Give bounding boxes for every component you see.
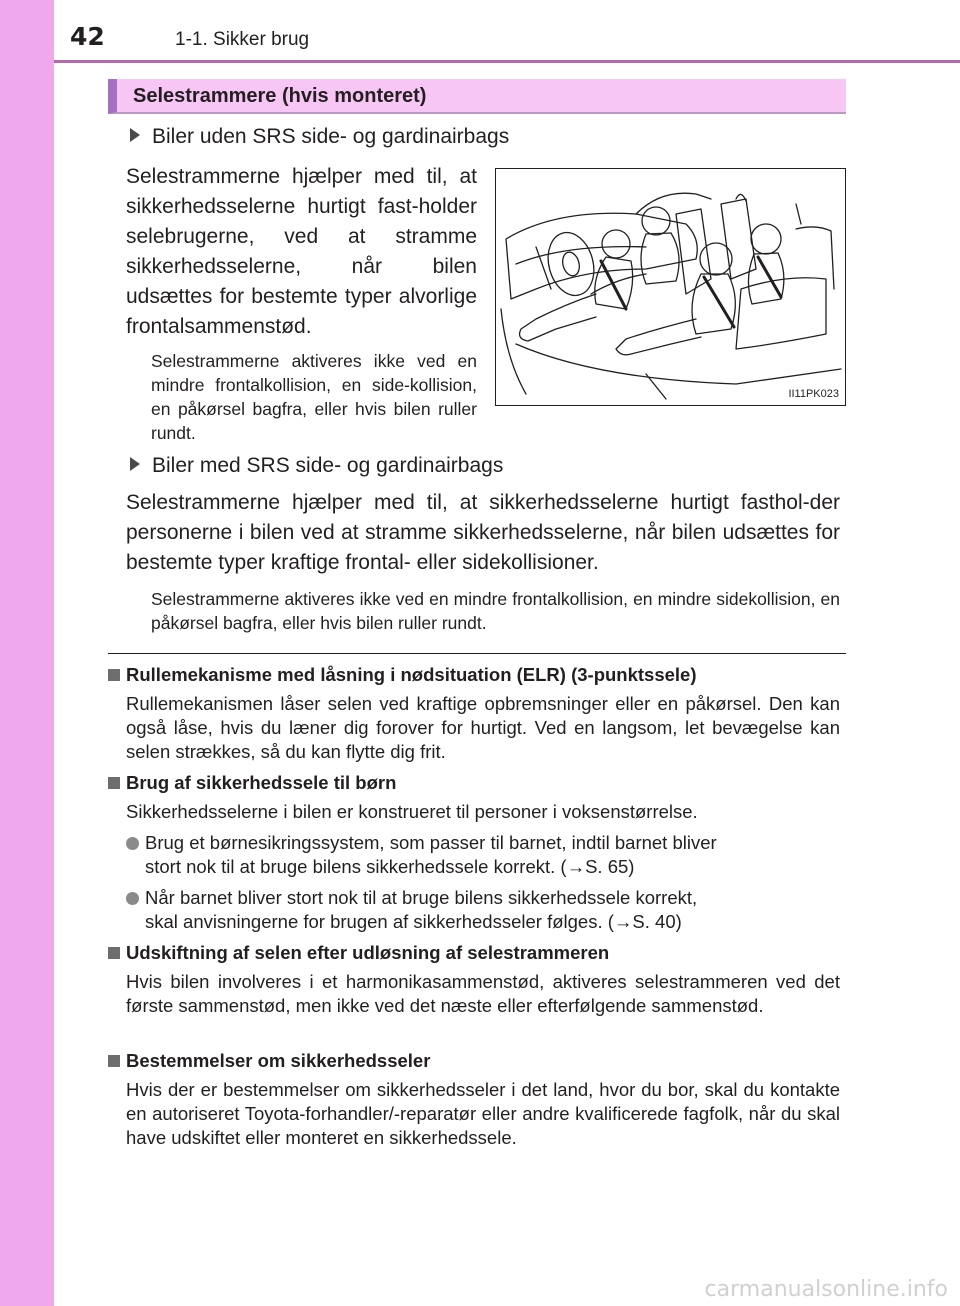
- section-title-box: [108, 79, 846, 114]
- square-bullet-icon: [108, 1055, 120, 1067]
- note-regulations-text: Hvis der er bestemmelser om sikkerhedsseler i det land, hvor du bor, skal du kontakte en autoriseret Toyota-forhandler/-reparatør eller andre kvalificerede fagfolk, når du skal have udskiftet eller monteret en sikkerhedssele.: [126, 1079, 840, 1148]
- watermark: carmanualsonline.info: [704, 1277, 948, 1302]
- header-rule: [54, 60, 960, 63]
- note-replacement-text: Hvis bilen involveres i et harmonikasammenstød, aktiveres selestrammeren ved det første sammenstød, men ikke ved det næste eller efterfølgende sammenstød.: [126, 971, 840, 1016]
- page-number: 42: [70, 22, 105, 51]
- note-regulations-title: Bestemmelser om sikkerhedsseler: [108, 1050, 430, 1072]
- section-title: Selestrammere (hvis monteret): [133, 85, 427, 107]
- arrow-icon: →: [566, 856, 586, 877]
- block1-body: Selestrammerne hjælper med til, at sikkerhedsselerne hurtigt fast-holder selebrugerne, ved at stramme sikkerhedsselerne, når bilen udsættes for bestemte typer alvorlige frontalsammenstød.: [126, 165, 477, 338]
- square-bullet-icon: [108, 947, 120, 959]
- triangle-bullet-icon: [130, 128, 140, 142]
- block2-body: Selestrammerne hjælper med til, at sikkerhedsselerne hurtigt fasthol-der personerne i bilen ved at stramme sikkerhedsselerne, når bilen udsættes for bestemte typer kraftige frontal- eller sidekollisioner.: [126, 491, 840, 574]
- note-elr-text: Rullemekanismen låser selen ved kraftige opbremsninger eller en påkørsel. Den kan også låse, hvis du læner dig forover for hurtigt. Ved en langsom, let bevægelse kan selen strækkes, så du kan flytte dig frit.: [126, 693, 840, 762]
- section-divider: [108, 653, 846, 654]
- page-reference-link[interactable]: S. 40): [632, 911, 682, 932]
- page-reference-link[interactable]: S. 65): [585, 856, 635, 877]
- page-sidebar-tab: [0, 0, 54, 1306]
- block2-heading: Biler med SRS side- og gardinairbags: [130, 454, 503, 478]
- note-children-text: Sikkerhedsselerne i bilen er konstrueret til personer i voksenstørrelse.: [126, 801, 698, 822]
- car-interior-illustration: [496, 169, 845, 405]
- arrow-icon: →: [613, 911, 633, 932]
- note-children-title: Brug af sikkerhedssele til børn: [108, 772, 396, 794]
- figure-code: II11PK023: [788, 388, 839, 400]
- chapter-title: 1-1. Sikker brug: [175, 29, 310, 50]
- triangle-bullet-icon: [130, 457, 140, 471]
- note-replacement-title: Udskiftning af selen efter udløsning af selestrammeren: [108, 942, 609, 964]
- children-bullet-1: Brug et børnesikringssystem, som passer til barnet, indtil barnet bliver stort nok til at bruge bilens sikkerhedssele korrekt. (→S. 65): [126, 831, 840, 879]
- children-bullet-2: Når barnet bliver stort nok til at bruge bilens sikkerhedssele korrekt, skal anvisningerne for brugen af sikkerhedsseler følges. (→S. 40): [126, 886, 840, 934]
- note-elr-title: Rullemekanisme med låsning i nødsituation (ELR) (3-punktssele): [108, 664, 697, 686]
- seat-belt-pretensioner-illustration: [495, 168, 846, 406]
- square-bullet-icon: [108, 777, 120, 789]
- block1-heading: Biler uden SRS side- og gardinairbags: [130, 125, 509, 149]
- square-bullet-icon: [108, 669, 120, 681]
- circle-bullet-icon: [126, 837, 139, 850]
- block1-note: Selestrammerne aktiveres ikke ved en mindre frontalkollision, en side-kollision, en påkørsel bagfra, eller hvis bilen ruller rundt.: [151, 351, 477, 443]
- block2-note: Selestrammerne aktiveres ikke ved en mindre frontalkollision, en mindre sidekollision, en påkørsel bagfra, eller hvis bilen ruller rundt.: [151, 589, 840, 633]
- circle-bullet-icon: [126, 892, 139, 905]
